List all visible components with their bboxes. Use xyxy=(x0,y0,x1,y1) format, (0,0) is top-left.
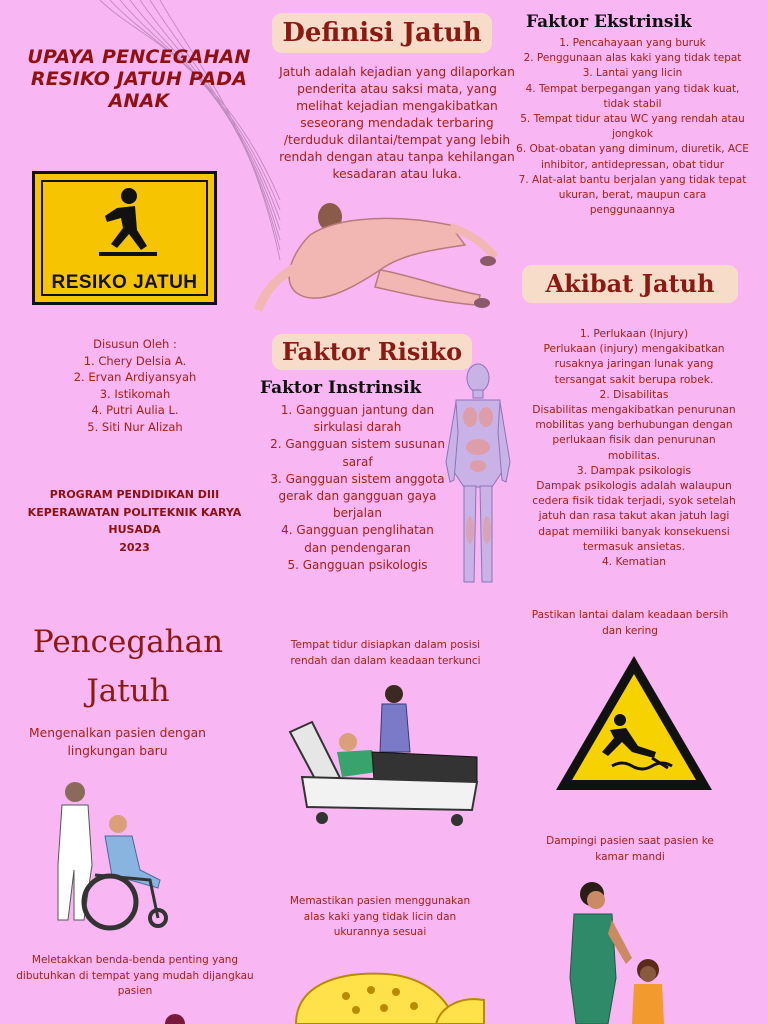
risk-heading: Faktor Risiko xyxy=(272,334,472,370)
prevention-heading-line: Jatuh xyxy=(86,673,170,709)
shoes-illustration xyxy=(286,966,486,1024)
list-item: 3. Dampak psikologis xyxy=(576,463,692,477)
consequence-list xyxy=(528,326,740,569)
partial-figure-illustration xyxy=(160,1008,190,1024)
list-item: 2. Disabilitas xyxy=(599,387,669,401)
definition-heading: Definisi Jatuh xyxy=(272,13,492,53)
list-item: 5. Gangguan psikologis xyxy=(287,557,428,572)
anatomy-body-illustration xyxy=(440,362,516,590)
author-name: 2. Ervan Ardiyansyah xyxy=(73,370,197,384)
author-name: 5. Siti Nur Alizah xyxy=(87,419,183,434)
tip-footwear: Memastikan pasien menggunakan alas kaki yang tidak licin dan ukurannya sesuai xyxy=(289,895,471,938)
list-item: Dampak psikologis adalah walaupun cedera fisik tidak terjadi, syok setelah jatuh dan rasa takut akan jatuh lagi dapat memiliki banyak konsekuensi termasuk ansietas. xyxy=(532,479,736,553)
list-item: 6. Obat-obatan yang diminum, diuretik, ACE inhibitor, antidepressan, obat tidur xyxy=(516,143,749,171)
authors-heading: Disusun Oleh : xyxy=(93,337,177,351)
extrinsic-list xyxy=(515,36,750,218)
extrinsic-heading: Faktor Ekstrinsik xyxy=(526,12,692,32)
sign-label: RESIKO JATUH xyxy=(51,272,198,293)
list-item: Disabilitas mengakibatkan penurunan mobilitas yang berhubungan dengan perlukaan fisik dan penurunan mobilitas. xyxy=(532,403,736,462)
list-item: 2. Penggunaan alas kaki yang tidak tepat xyxy=(523,52,742,65)
program-year: 2023 xyxy=(119,540,150,554)
list-item: 2. Gangguan sistem susunan saraf xyxy=(270,437,445,469)
tip-accompany-bathroom: Dampingi pasien saat pasien ke kamar mandi xyxy=(546,835,714,863)
author-name: 4. Putri Aulia L. xyxy=(91,403,179,417)
list-item: 4. Tempat berpegangan yang tidak kuat, tidak stabil xyxy=(525,82,740,110)
program-line: PROGRAM PENDIDIKAN DIII xyxy=(49,488,220,501)
list-item: Perlukaan (injury) mengakibatkan rusaknya jaringan lunak yang tersangat sakit berupa robek. xyxy=(543,342,725,386)
page-title: UPAYA PENCEGAHAN RESIKO JATUH PADA ANAK xyxy=(27,46,251,112)
tip-clean-floor: Pastikan lantai dalam keadaan bersih dan kering xyxy=(531,609,729,637)
prevention-heading-line: Pencegahan xyxy=(32,624,224,660)
program-line: HUSADA xyxy=(108,523,161,536)
hospital-bed-illustration xyxy=(282,682,482,830)
definition-text: Jatuh adalah kejadian yang dilaporkan penderita atau saksi mata, yang melihat kejadian mengakibatkan seseorang mendadak terbaring /terduduk dilantai/tempat yang lebih rendah dengan atau tanpa kehilangan kesadaran atau luka. xyxy=(279,65,515,181)
wheelchair-nurse-illustration xyxy=(40,780,200,940)
authors-block xyxy=(20,336,250,435)
list-item: 3. Gangguan sistem anggota gerak dan gangguan gaya berjalan xyxy=(270,471,445,521)
list-item: 5. Tempat tidur atau WC yang rendah atau jongkok xyxy=(520,113,745,141)
list-item: 1. Gangguan jantung dan sirkulasi darah xyxy=(280,403,435,435)
tip-new-environment: Mengenalkan pasien dengan lingkungan baru xyxy=(29,726,206,758)
list-item: 1. Pencahayaan yang buruk xyxy=(559,37,706,49)
list-item: 7. Alat-alat bantu berjalan yang tidak tepat ukuran, berat, maupun cara penggunaannya xyxy=(518,173,747,217)
intrinsic-list xyxy=(270,402,445,574)
author-name: 3. Istikomah xyxy=(99,386,171,401)
consequence-heading: Akibat Jatuh xyxy=(522,265,738,303)
list-item: 4. Kematian xyxy=(601,555,667,569)
tip-low-bed: Tempat tidur disiapkan dalam posisi rendah dan dalam keadaan terkunci xyxy=(290,639,481,667)
program-line: KEPERAWATAN POLITEKNIK KARYA xyxy=(27,505,242,519)
fall-risk-sign xyxy=(32,171,217,305)
wet-floor-warning-icon xyxy=(552,652,716,796)
prevention-heading xyxy=(28,618,228,716)
nurse-child-illustration xyxy=(552,878,682,1024)
list-item: 4. Gangguan penglihatan dan pendengaran xyxy=(281,523,434,555)
falling-person-illustration xyxy=(250,195,510,325)
list-item: 3. Lantai yang licin xyxy=(582,67,683,80)
tip-reachable-items: Meletakkan benda-benda penting yang dibutuhkan di tempat yang mudah dijangkau pasien xyxy=(16,954,254,997)
program-block xyxy=(12,486,257,556)
falling-person-icon xyxy=(95,186,159,258)
list-item: 1. Perlukaan (Injury) xyxy=(579,327,689,340)
author-name: 1. Chery Delsia A. xyxy=(83,353,187,368)
intrinsic-heading: Faktor Instrinsik xyxy=(260,378,422,398)
